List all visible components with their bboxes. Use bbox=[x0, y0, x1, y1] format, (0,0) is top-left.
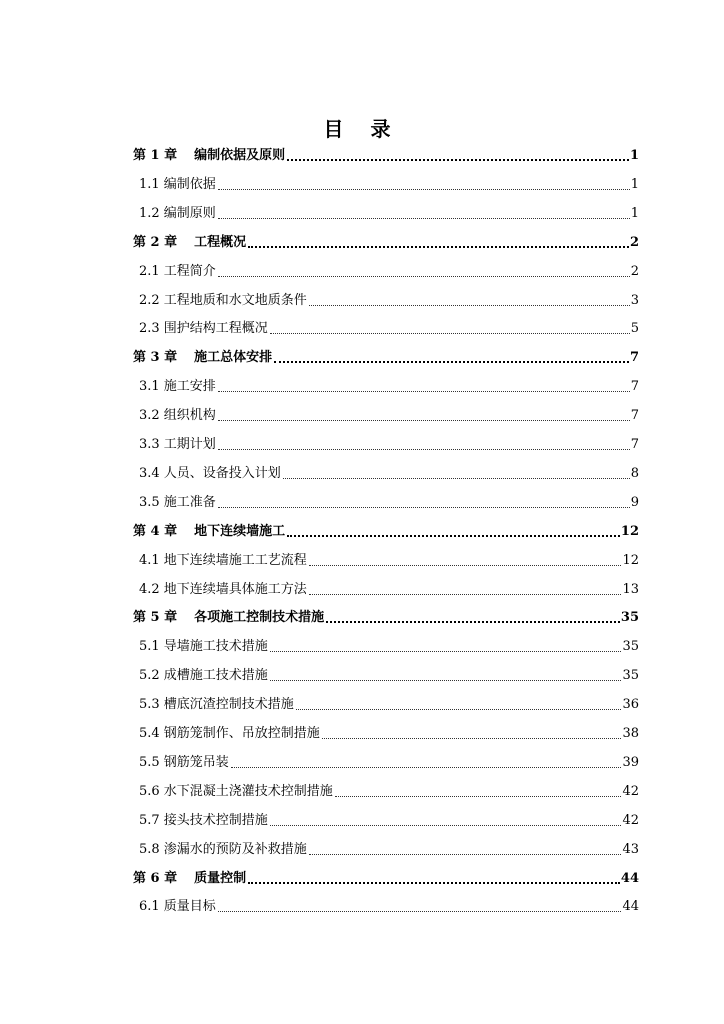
toc-dot-leader bbox=[270, 680, 622, 681]
toc-section-entry[interactable] bbox=[139, 434, 639, 454]
toc-dot-leader bbox=[270, 333, 630, 334]
toc-chapter-entry[interactable] bbox=[133, 607, 639, 627]
toc-dot-leader bbox=[309, 594, 622, 595]
toc-section-entry[interactable] bbox=[139, 579, 639, 599]
toc-dot-leader bbox=[218, 218, 630, 219]
toc-page-number: 42 bbox=[622, 812, 639, 828]
toc-section-entry[interactable] bbox=[139, 723, 639, 743]
toc-chapter-entry[interactable] bbox=[133, 868, 639, 888]
toc-entry-label: 工程概况 bbox=[194, 234, 247, 250]
toc-page-number: 43 bbox=[622, 841, 639, 857]
toc-page-number: 2 bbox=[629, 234, 639, 250]
toc-chapter-number: 第 4 章 bbox=[133, 523, 178, 539]
toc-entry-label: 2.1 工程简介 bbox=[139, 263, 216, 279]
toc-page-number: 3 bbox=[630, 292, 639, 308]
toc-dot-leader bbox=[218, 911, 622, 912]
toc-section-entry[interactable] bbox=[139, 463, 639, 483]
toc-dot-leader bbox=[270, 651, 622, 652]
toc-entry-label: 编制依据及原则 bbox=[194, 148, 286, 163]
toc-page-number: 39 bbox=[622, 754, 639, 770]
toc-page-number: 35 bbox=[622, 668, 639, 684]
toc-entry-label: 3.1 施工安排 bbox=[139, 379, 216, 395]
toc-entry-label: 质量控制 bbox=[194, 870, 247, 886]
toc-chapter-number: 第 3 章 bbox=[133, 350, 178, 366]
toc-page-number: 1 bbox=[630, 176, 639, 192]
toc-page-number: 44 bbox=[620, 870, 639, 886]
toc-entry-label: 3.3 工期计划 bbox=[139, 437, 216, 452]
toc-entry-label: 3.5 施工准备 bbox=[139, 494, 216, 510]
toc-dot-leader bbox=[309, 565, 622, 566]
toc-section-entry[interactable] bbox=[139, 896, 639, 916]
toc-entry-label: 各项施工控制技术措施 bbox=[194, 610, 325, 626]
toc-section-entry[interactable] bbox=[139, 376, 639, 396]
toc-dot-leader bbox=[218, 449, 630, 450]
toc-dot-leader bbox=[309, 854, 622, 855]
toc-entry-label: 5.8 渗漏水的预防及补救措施 bbox=[139, 841, 307, 857]
toc-chapter-entry[interactable] bbox=[133, 232, 639, 252]
toc-dot-leader bbox=[218, 420, 630, 421]
toc-chapter-number: 第 6 章 bbox=[133, 870, 178, 886]
toc-page-number: 7 bbox=[630, 379, 639, 395]
toc-page-number: 12 bbox=[622, 552, 639, 568]
toc-page-number: 44 bbox=[622, 899, 639, 915]
toc-dot-leader bbox=[283, 478, 630, 479]
toc-entry-label: 3.4 人员、设备投入计划 bbox=[139, 465, 281, 481]
toc-page-number: 7 bbox=[630, 408, 639, 424]
toc-section-entry[interactable] bbox=[139, 636, 639, 656]
toc-entry-label: 4.2 地下连续墙具体施工方法 bbox=[139, 581, 307, 597]
toc-page-number: 7 bbox=[630, 437, 639, 452]
toc-entry-label: 5.7 接头技术控制措施 bbox=[139, 812, 268, 828]
toc-dot-leader bbox=[248, 882, 620, 884]
toc-chapter-entry[interactable] bbox=[133, 347, 639, 367]
toc-section-entry[interactable] bbox=[139, 318, 639, 338]
toc-page-number: 2 bbox=[630, 263, 639, 279]
toc-dot-leader bbox=[231, 767, 622, 768]
toc-section-entry[interactable] bbox=[139, 694, 639, 714]
toc-section-entry[interactable] bbox=[139, 752, 639, 772]
toc-dot-leader bbox=[335, 796, 622, 797]
toc-entry-label: 1.1 编制依据 bbox=[139, 176, 216, 192]
toc-chapter-number: 第 2 章 bbox=[133, 234, 178, 250]
toc-section-entry[interactable] bbox=[139, 261, 639, 281]
toc-chapter-entry[interactable] bbox=[133, 521, 639, 541]
toc-dot-leader bbox=[322, 738, 622, 739]
toc-dot-leader bbox=[287, 159, 629, 161]
toc-dot-leader bbox=[296, 709, 622, 710]
toc-entry-label: 5.6 水下混凝土浇灌技术控制措施 bbox=[139, 783, 333, 799]
toc-page-number: 42 bbox=[622, 783, 639, 799]
toc-page-number: 8 bbox=[630, 465, 639, 481]
toc-dot-leader bbox=[248, 246, 629, 248]
toc-dot-leader bbox=[218, 276, 630, 277]
toc-section-entry[interactable] bbox=[139, 810, 639, 830]
toc-entry-label: 5.5 钢筋笼吊装 bbox=[139, 754, 229, 770]
toc-section-entry[interactable] bbox=[139, 203, 639, 223]
toc-title: 目 录 bbox=[323, 117, 401, 141]
toc-dot-leader bbox=[287, 535, 620, 537]
toc-section-entry[interactable] bbox=[139, 290, 639, 310]
toc-section-entry[interactable] bbox=[139, 550, 639, 570]
toc-entry-label: 5.4 钢筋笼制作、吊放控制措施 bbox=[139, 726, 320, 741]
toc-section-entry[interactable] bbox=[139, 492, 639, 512]
toc-entry-label: 5.2 成槽施工技术措施 bbox=[139, 668, 268, 684]
toc-section-entry[interactable] bbox=[139, 839, 639, 859]
toc-entry-label: 3.2 组织机构 bbox=[139, 408, 216, 424]
toc-dot-leader bbox=[218, 189, 630, 190]
toc-section-entry[interactable] bbox=[139, 665, 639, 685]
toc-chapter-number: 第 5 章 bbox=[133, 610, 178, 626]
toc-chapter-number: 第 1 章 bbox=[133, 148, 178, 163]
toc-page-number: 1 bbox=[629, 148, 639, 163]
toc-page-number: 7 bbox=[629, 350, 639, 366]
toc-chapter-entry[interactable] bbox=[133, 145, 639, 165]
toc-entry-label: 5.1 导墙施工技术措施 bbox=[139, 639, 268, 655]
toc-page-number: 35 bbox=[620, 610, 639, 626]
toc-page-number: 9 bbox=[630, 494, 639, 510]
toc-entry-label: 6.1 质量目标 bbox=[139, 899, 216, 915]
toc-entry-label: 施工总体安排 bbox=[194, 350, 273, 366]
toc-page-number: 38 bbox=[622, 726, 639, 741]
toc-dot-leader bbox=[309, 305, 630, 306]
toc-dot-leader bbox=[218, 507, 630, 508]
toc-entry-label: 2.3 围护结构工程概况 bbox=[139, 321, 268, 337]
toc-entry-label: 4.1 地下连续墙施工工艺流程 bbox=[139, 552, 307, 568]
toc-section-entry[interactable] bbox=[139, 781, 639, 801]
toc-entry-label: 1.2 编制原则 bbox=[139, 205, 216, 221]
toc-page-number: 12 bbox=[620, 523, 639, 539]
toc-entry-label: 地下连续墙施工 bbox=[194, 523, 286, 539]
toc-dot-leader bbox=[218, 391, 630, 392]
toc-section-entry[interactable] bbox=[139, 174, 639, 194]
toc-page-number: 5 bbox=[630, 321, 639, 337]
toc-page-number: 35 bbox=[622, 639, 639, 655]
toc-page-number: 13 bbox=[622, 581, 639, 597]
toc-section-entry[interactable] bbox=[139, 405, 639, 425]
toc-page-number: 36 bbox=[622, 697, 639, 713]
toc-entry-label: 2.2 工程地质和水文地质条件 bbox=[139, 292, 307, 308]
toc-dot-leader bbox=[326, 621, 620, 623]
toc-entry-label: 5.3 槽底沉渣控制技术措施 bbox=[139, 697, 294, 713]
toc-page-number: 1 bbox=[630, 205, 639, 221]
toc-dot-leader bbox=[274, 361, 629, 363]
toc-dot-leader bbox=[270, 825, 622, 826]
